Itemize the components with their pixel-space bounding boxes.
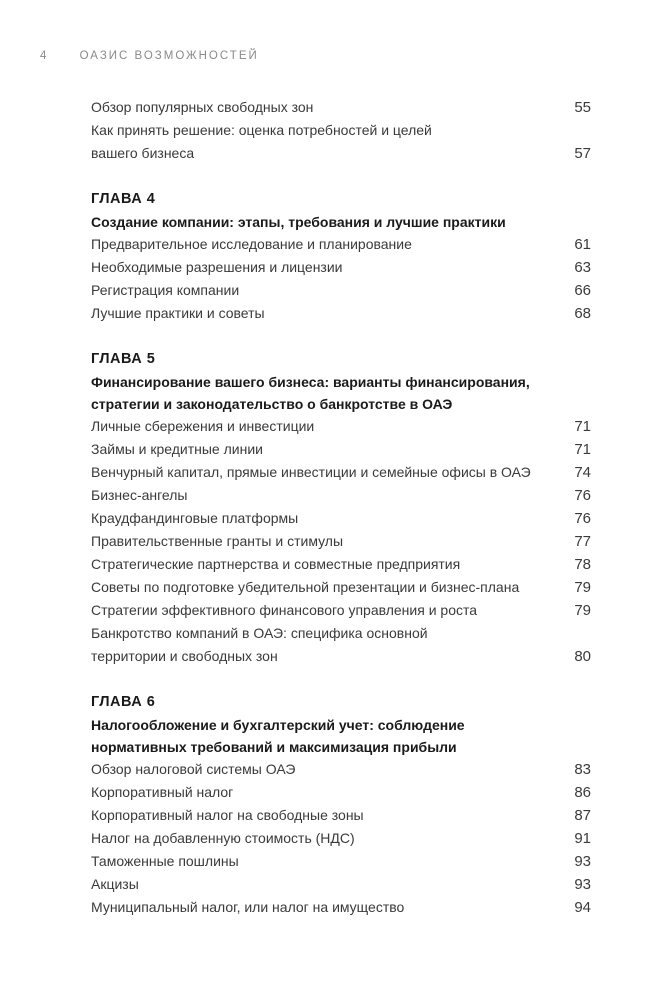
chapter-5-section	[91, 347, 591, 668]
toc-entry[interactable]	[91, 896, 591, 919]
toc-entry-title: Займы и кредитные линии	[91, 441, 263, 457]
toc-entry-title: Личные сбережения и инвестиции	[91, 418, 315, 434]
toc-entry-title: Регистрация компании	[91, 282, 240, 298]
toc-entry-title: Бизнес-ангелы	[91, 487, 188, 503]
toc-entry-page: 61	[574, 236, 591, 253]
toc-entry-page: 79	[574, 579, 591, 596]
toc-entry[interactable]	[91, 781, 591, 804]
toc-entry[interactable]	[91, 850, 591, 873]
toc-entry-title: Обзор налоговой системы ОАЭ	[91, 761, 296, 777]
toc-entry[interactable]	[91, 415, 591, 438]
toc-entry-title: Обзор популярных свободных зон	[91, 99, 314, 115]
toc-entry-title: Необходимые разрешения и лицензии	[91, 259, 343, 275]
toc-entry-page: 66	[574, 282, 591, 299]
toc-entry[interactable]	[91, 622, 591, 668]
table-of-contents	[91, 96, 591, 919]
toc-entry-page: 76	[574, 487, 591, 504]
toc-entry[interactable]	[91, 438, 591, 461]
toc-entry-page: 94	[574, 899, 591, 916]
chapter-4-section	[91, 187, 591, 325]
toc-entry[interactable]	[91, 530, 591, 553]
toc-entry-title: Правительственные гранты и стимулы	[91, 533, 344, 549]
toc-entry-page: 63	[574, 259, 591, 276]
toc-entry-title: Стратегические партнерства и совместные предприятия	[91, 556, 461, 572]
toc-entry-title: Советы по подготовке убедительной презентации и бизнес-плана	[91, 579, 520, 595]
toc-entry-page: 71	[574, 441, 591, 458]
toc-entry-title: Стратегии эффективного финансового управления и роста	[91, 602, 478, 618]
chapter-6-section	[91, 690, 591, 919]
toc-entry-title: Банкротство компаний в ОАЭ: специфика основной территории и свободных зон	[91, 625, 428, 664]
toc-entry-title: Как принять решение: оценка потребностей и целей вашего бизнеса	[91, 122, 432, 161]
toc-entry-title: Муниципальный налог, или налог на имущество	[91, 899, 405, 915]
toc-entry-title: Налог на добавленную стоимость (НДС)	[91, 830, 355, 846]
toc-entry-title: Таможенные пошлины	[91, 853, 239, 869]
toc-entry-page: 68	[574, 305, 591, 322]
toc-entry-title: Предварительное исследование и планирование	[91, 236, 412, 252]
toc-entry-page: 76	[574, 510, 591, 527]
toc-entry-page: 74	[574, 464, 591, 481]
toc-entry-title: Лучшие практики и советы	[91, 305, 265, 321]
chapter-label: ГЛАВА 4	[91, 191, 156, 207]
toc-entry-page: 91	[574, 830, 591, 847]
toc-entry[interactable]	[91, 804, 591, 827]
toc-entry-title: Корпоративный налог	[91, 784, 234, 800]
running-head	[40, 50, 259, 62]
toc-entry[interactable]	[91, 233, 591, 256]
toc-entry-title: Корпоративный налог на свободные зоны	[91, 807, 364, 823]
toc-entry[interactable]	[91, 576, 591, 599]
toc-entry-page: 86	[574, 784, 591, 801]
toc-entry-page: 83	[574, 761, 591, 778]
toc-entry-page: 79	[574, 602, 591, 619]
chapter-label: ГЛАВА 5	[91, 351, 156, 367]
toc-entry-page: 78	[574, 556, 591, 573]
toc-entry-title: Акцизы	[91, 876, 139, 892]
toc-entry[interactable]	[91, 758, 591, 781]
toc-entry-page: 57	[574, 145, 591, 162]
chapter-label: ГЛАВА 6	[91, 694, 156, 710]
toc-entry-page: 87	[574, 807, 591, 824]
chapter-title[interactable]: Финансирование вашего бизнеса: варианты финансирования, стратегии и законодательство о банкротстве в ОАЭ	[91, 374, 530, 412]
chapter-title[interactable]: Создание компании: этапы, требования и лучшие практики	[91, 214, 506, 230]
toc-entry-page: 55	[574, 99, 591, 116]
toc-entry[interactable]	[91, 827, 591, 850]
chapter-title[interactable]: Налогообложение и бухгалтерский учет: соблюдение нормативных требований и максимизация прибыли	[91, 717, 465, 755]
toc-entry-page: 80	[574, 648, 591, 665]
toc-entry[interactable]	[91, 279, 591, 302]
toc-entry[interactable]	[91, 119, 591, 165]
book-title: ОАЗИС ВОЗМОЖНОСТЕЙ	[79, 50, 259, 62]
toc-entry[interactable]	[91, 507, 591, 530]
toc-entry-title: Венчурный капитал, прямые инвестиции и семейные офисы в ОАЭ	[91, 464, 531, 480]
toc-entry[interactable]	[91, 256, 591, 279]
toc-entry-title: Краудфандинговые платформы	[91, 510, 299, 526]
toc-entry[interactable]	[91, 599, 591, 622]
toc-entry-page: 93	[574, 876, 591, 893]
toc-entry-page: 71	[574, 418, 591, 435]
toc-entry[interactable]	[91, 461, 591, 484]
toc-entry-page: 93	[574, 853, 591, 870]
toc-entry[interactable]	[91, 302, 591, 325]
toc-entry-page: 77	[574, 533, 591, 550]
toc-entry[interactable]	[91, 553, 591, 576]
toc-entry[interactable]	[91, 484, 591, 507]
toc-entry[interactable]	[91, 873, 591, 896]
toc-entry[interactable]	[91, 96, 591, 119]
page-number: 4	[40, 50, 49, 62]
